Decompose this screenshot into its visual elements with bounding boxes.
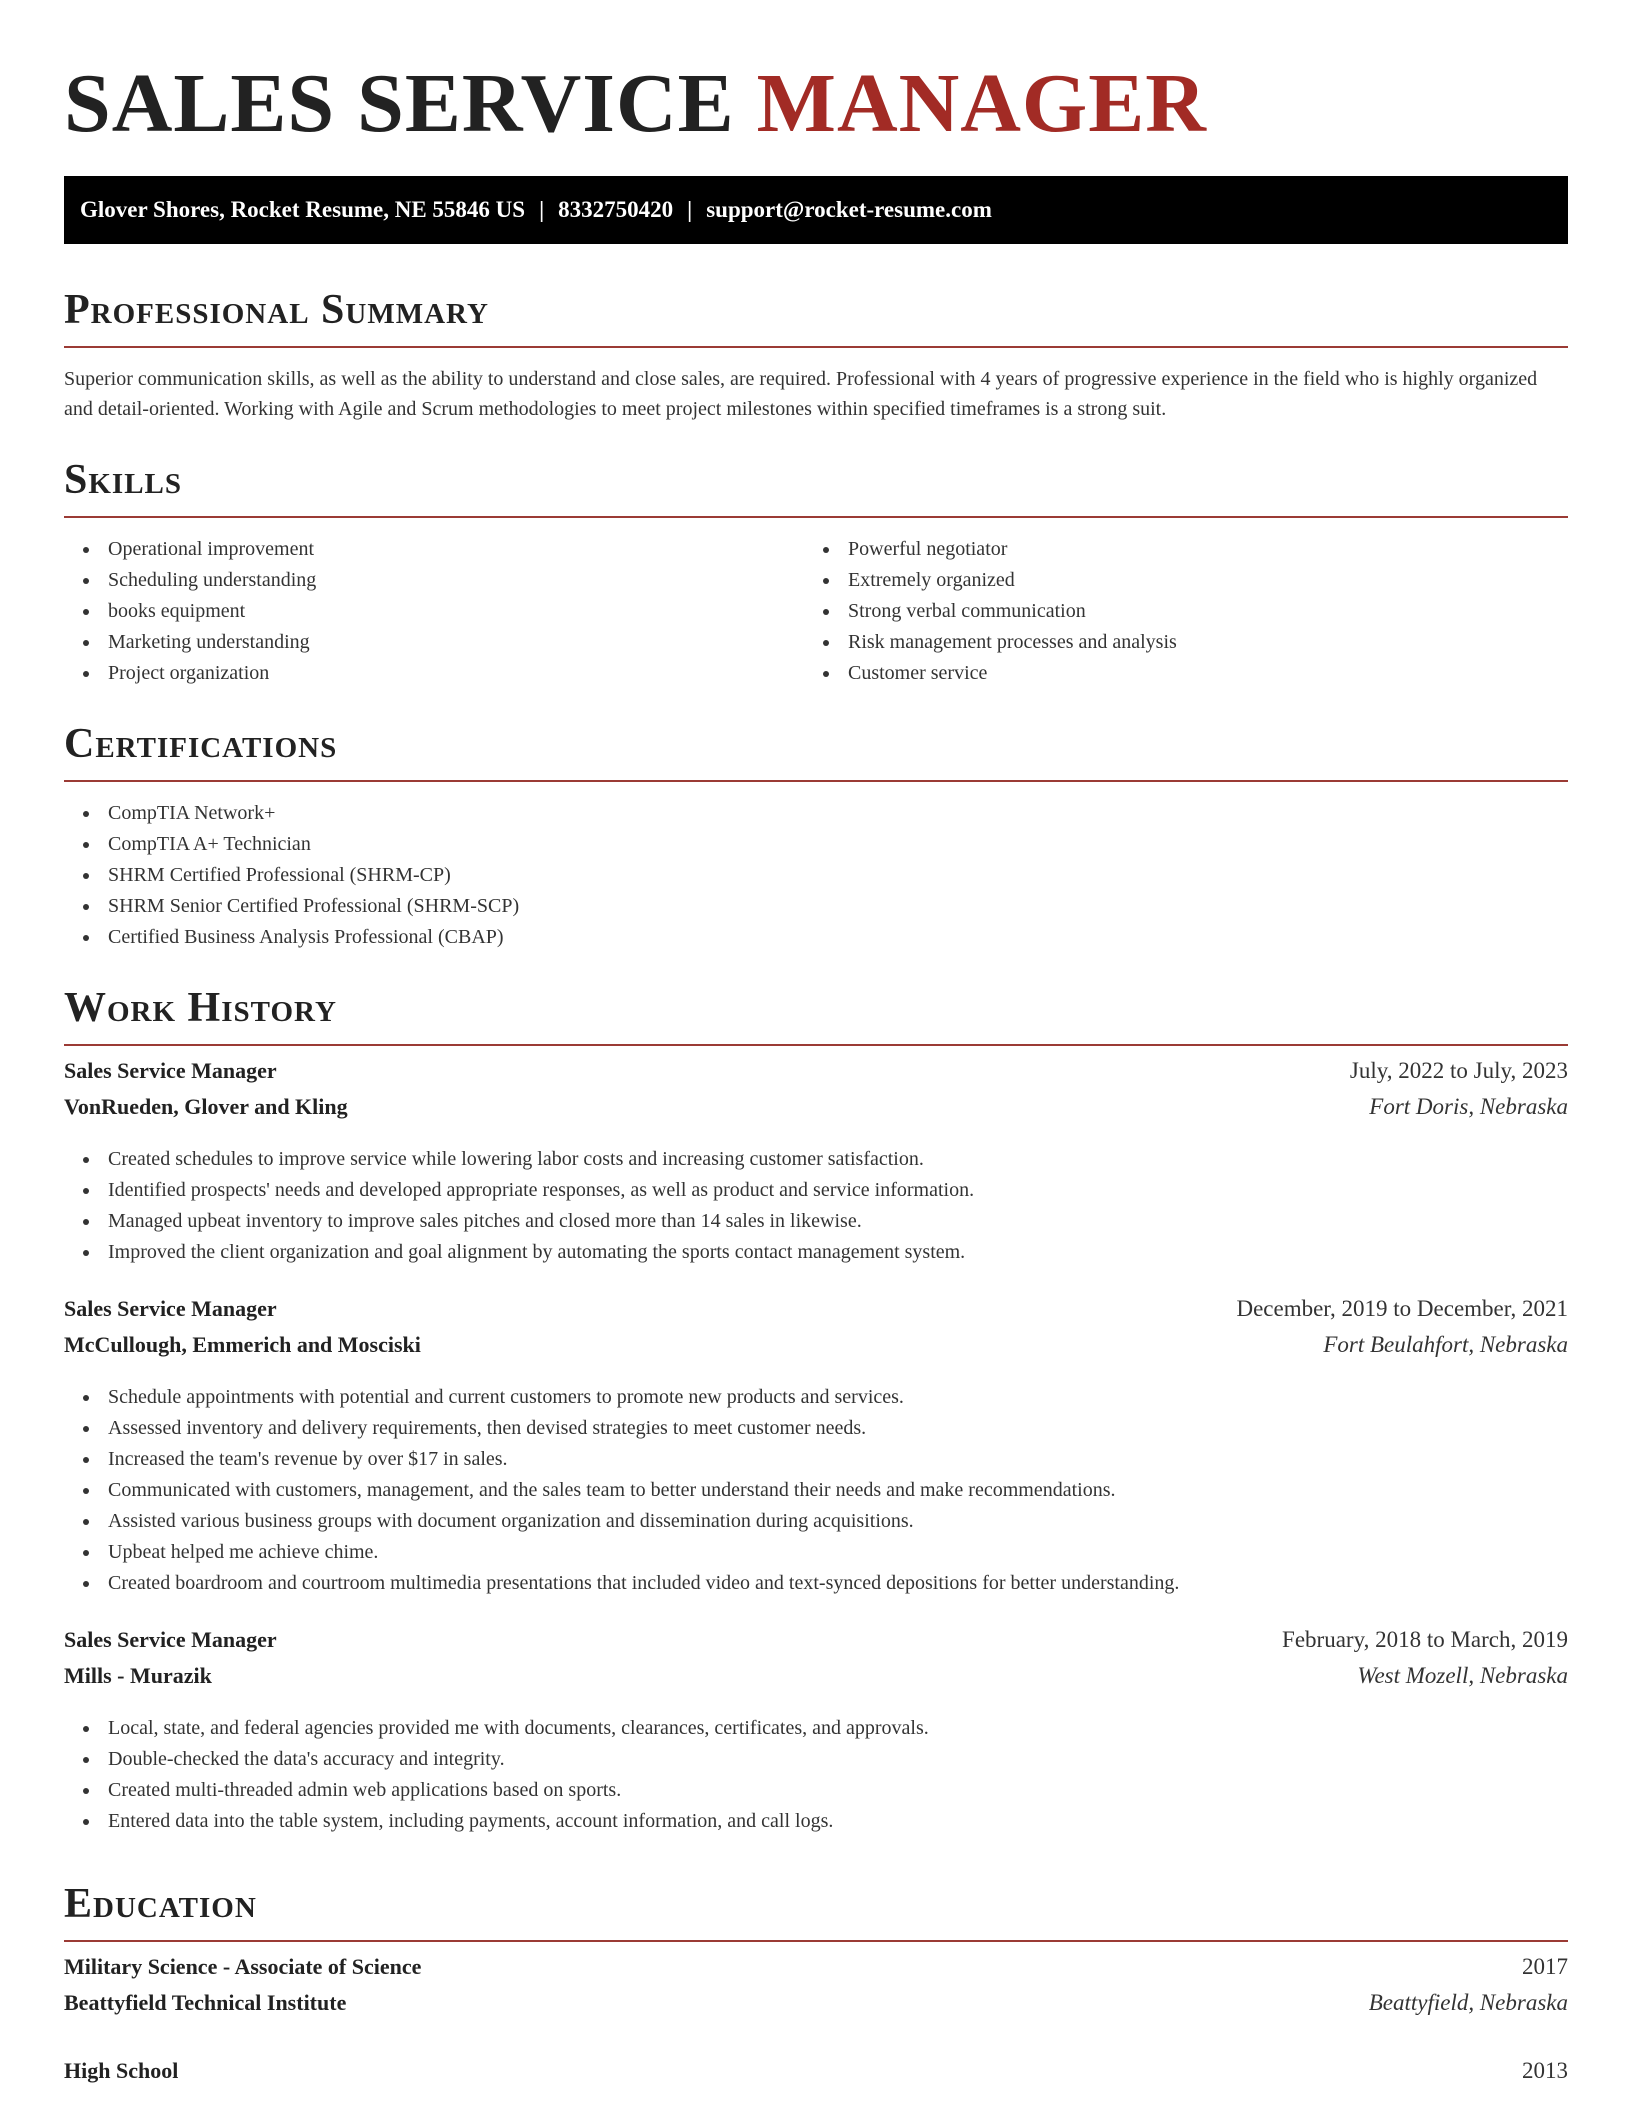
- skill-item: Scheduling understanding: [64, 565, 804, 596]
- education-section: [64, 1878, 1568, 2094]
- job-dates: December, 2019 to December, 2021: [1236, 1296, 1568, 1321]
- section-divider: [64, 780, 1568, 782]
- job-bullet: Schedule appointments with potential and current customers to promote new products and services.: [64, 1382, 1568, 1413]
- contact-separator: |: [687, 197, 693, 222]
- job-location: West Mozell, Nebraska: [1357, 1663, 1568, 1688]
- skill-item: books equipment: [64, 596, 804, 627]
- certifications-section: [64, 718, 1568, 953]
- job-company-row: [64, 1663, 1568, 1699]
- education-location: Beattyfield, Nebraska: [1368, 1990, 1568, 2015]
- job-header-row: [64, 1058, 1568, 1094]
- job-dates: July, 2022 to July, 2023: [1349, 1058, 1568, 1083]
- contact-email: support@rocket-resume.com: [706, 197, 992, 222]
- job-bullets: [64, 1144, 1568, 1268]
- skill-item: Operational improvement: [64, 534, 804, 565]
- title-main: SALES SERVICE: [64, 57, 735, 150]
- education-entry: [64, 2058, 1568, 2094]
- skills-heading: Skills: [64, 457, 183, 503]
- job-location: Fort Doris, Nebraska: [1369, 1094, 1568, 1119]
- skill-item: Marketing understanding: [64, 627, 804, 658]
- education-entry: [64, 1954, 1568, 2026]
- certification-item: CompTIA A+ Technician: [64, 829, 1568, 860]
- job-bullet: Created multi-threaded admin web applications based on sports.: [64, 1775, 1568, 1806]
- certification-item: SHRM Senior Certified Professional (SHRM-SCP): [64, 891, 1568, 922]
- job-bullet: Increased the team's revenue by over $17 in sales.: [64, 1444, 1568, 1475]
- title-accent: MANAGER: [756, 57, 1207, 150]
- job-bullets: [64, 1713, 1568, 1837]
- job-company: VonRueden, Glover and Kling: [64, 1094, 348, 1119]
- job-company: Mills - Murazik: [64, 1663, 212, 1688]
- job-bullet: Assisted various business groups with document organization and dissemination during acquisitions.: [64, 1506, 1568, 1537]
- summary-text: Superior communication skills, as well as the ability to understand and close sales, are required. Professional with 4 years of progressive experience in the field who is highly organized and detail-oriented. Working with Agile and Scrum methodologies to meet project milestones within specified timeframes is a strong suit.: [64, 368, 1538, 420]
- skill-item: Strong verbal communication: [804, 596, 1544, 627]
- skills-list-left: [64, 534, 804, 689]
- education-heading: Education: [64, 1881, 257, 1927]
- job-entry: [64, 1296, 1568, 1599]
- contact-bar: [64, 176, 1568, 244]
- job-bullet: Managed upbeat inventory to improve sales pitches and closed more than 14 sales in likewise.: [64, 1206, 1568, 1237]
- contact-address: Glover Shores, Rocket Resume, NE 55846 US: [80, 197, 526, 222]
- section-divider: [64, 346, 1568, 348]
- job-header-row: [64, 1296, 1568, 1332]
- certifications-list: [64, 798, 1568, 953]
- job-title: Sales Service Manager: [64, 1296, 277, 1321]
- job-bullet: Identified prospects' needs and developed appropriate responses, as well as product and service information.: [64, 1175, 1568, 1206]
- job-bullet: Assessed inventory and delivery requirements, then devised strategies to meet customer needs.: [64, 1413, 1568, 1444]
- job-company: McCullough, Emmerich and Mosciski: [64, 1332, 421, 1357]
- education-degree: Military Science - Associate of Science: [64, 1954, 422, 1979]
- job-entry: [64, 1627, 1568, 1837]
- skills-section: [64, 454, 1568, 689]
- job-bullet: Communicated with customers, management, and the sales team to better understand their needs and make recommendations.: [64, 1475, 1568, 1506]
- contact-phone: 8332750420: [558, 197, 674, 222]
- education-degree-row: [64, 2058, 1568, 2094]
- job-title: Sales Service Manager: [64, 1058, 277, 1083]
- section-divider: [64, 1044, 1568, 1046]
- certification-item: CompTIA Network+: [64, 798, 1568, 829]
- education-school-row: [64, 1990, 1568, 2026]
- work-history-section: [64, 982, 1568, 1837]
- job-bullets: [64, 1382, 1568, 1599]
- summary-heading: Professional Summary: [64, 287, 489, 333]
- job-bullet: Created schedules to improve service while lowering labor costs and increasing customer satisfaction.: [64, 1144, 1568, 1175]
- job-title: Sales Service Manager: [64, 1627, 277, 1652]
- resume-title: [64, 56, 1207, 152]
- education-year: 2013: [1522, 2058, 1568, 2083]
- work-history-heading: Work History: [64, 985, 337, 1031]
- skills-columns: [64, 534, 1568, 689]
- education-degree-row: [64, 1954, 1568, 1990]
- certification-item: SHRM Certified Professional (SHRM-CP): [64, 860, 1568, 891]
- skills-list-right: [804, 534, 1544, 689]
- job-header-row: [64, 1627, 1568, 1663]
- section-divider: [64, 516, 1568, 518]
- job-bullet: Double-checked the data's accuracy and integrity.: [64, 1744, 1568, 1775]
- education-degree: High School: [64, 2058, 179, 2083]
- job-bullet: Upbeat helped me achieve chime.: [64, 1537, 1568, 1568]
- job-company-row: [64, 1094, 1568, 1130]
- skill-item: Extremely organized: [804, 565, 1544, 596]
- certifications-heading: Certifications: [64, 721, 338, 767]
- education-year: 2017: [1522, 1954, 1568, 1979]
- education-school: Beattyfield Technical Institute: [64, 1990, 347, 2015]
- job-bullet: Created boardroom and courtroom multimedia presentations that included video and text-synced depositions for better understanding.: [64, 1568, 1568, 1599]
- skill-item: Risk management processes and analysis: [804, 627, 1544, 658]
- skill-item: Project organization: [64, 658, 804, 689]
- certification-item: Certified Business Analysis Professional (CBAP): [64, 922, 1568, 953]
- job-dates: February, 2018 to March, 2019: [1282, 1627, 1568, 1652]
- job-bullet: Local, state, and federal agencies provided me with documents, clearances, certificates, and approvals.: [64, 1713, 1568, 1744]
- job-bullet: Improved the client organization and goal alignment by automating the sports contact management system.: [64, 1237, 1568, 1268]
- section-divider: [64, 1940, 1568, 1942]
- job-location: Fort Beulahfort, Nebraska: [1323, 1332, 1568, 1357]
- job-entry: [64, 1058, 1568, 1268]
- job-company-row: [64, 1332, 1568, 1368]
- contact-separator: |: [539, 197, 545, 222]
- job-bullet: Entered data into the table system, including payments, account information, and call logs.: [64, 1806, 1568, 1837]
- skill-item: Powerful negotiator: [804, 534, 1544, 565]
- summary-section: [64, 284, 1568, 424]
- skill-item: Customer service: [804, 658, 1544, 689]
